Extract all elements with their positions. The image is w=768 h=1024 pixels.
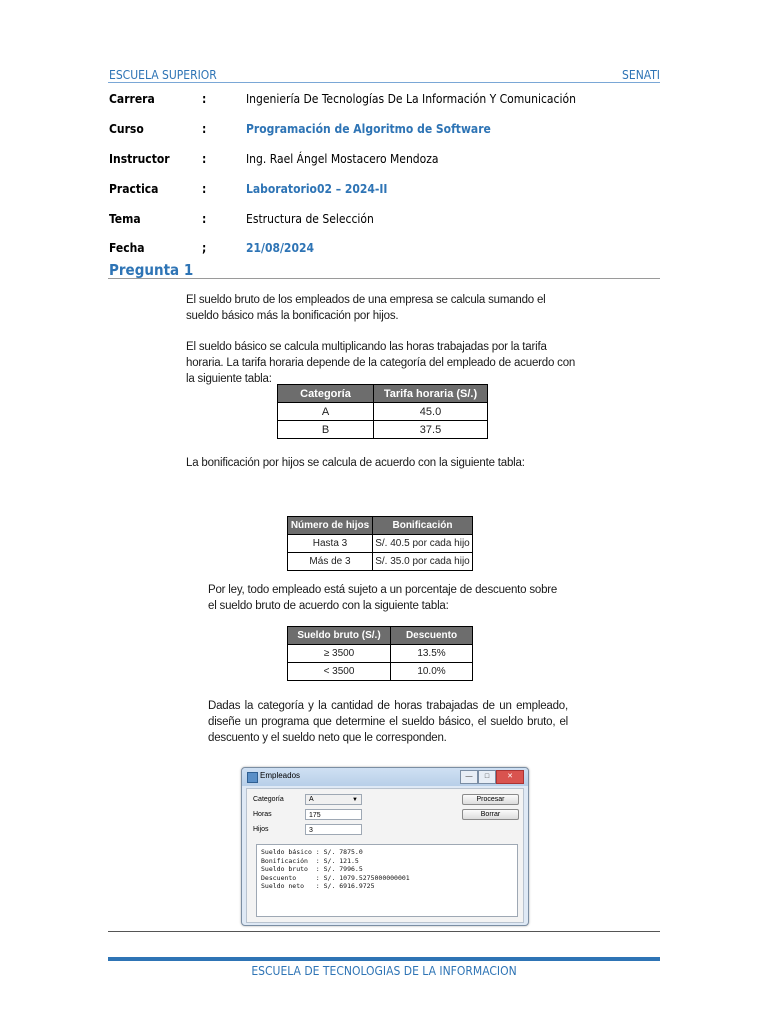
meta-label: Fecha (109, 241, 145, 255)
categoria-value: A (309, 796, 314, 803)
table-row (278, 403, 488, 421)
window-title: Empleados (260, 771, 301, 780)
table-cell: 10.0% (391, 663, 473, 681)
paragraph-instrucciones: Dadas la categoría y la cantidad de horas trabajadas de un empleado, diseñe un programa que determine el sueldo básico, el sueldo bruto, el descuento y el sueldo neto que le corresponden. (208, 700, 568, 744)
table-header: Bonificación (373, 517, 473, 535)
borrar-button[interactable]: Borrar (462, 809, 519, 820)
table-header: Categoría (278, 385, 374, 403)
meta-colon: ; (202, 241, 207, 255)
table-header: Sueldo bruto (S/.) (288, 627, 391, 645)
table-cell: 13.5% (391, 645, 473, 663)
question-title: Pregunta 1 (109, 261, 194, 279)
meta-label: Curso (109, 122, 144, 136)
table-row (278, 421, 488, 439)
paragraph-sueldo-basico: El sueldo básico se calcula multiplicando las horas trabajadas por la tarifa horaria. La tarifa horaria depende de la categoría del empleado de acuerdo con la siguiente tabla: (186, 341, 576, 385)
table-row (288, 663, 473, 681)
meta-colon: : (202, 212, 207, 226)
table-cell: B (278, 421, 374, 439)
table-header: Descuento (391, 627, 473, 645)
categoria-label: Categoría (253, 796, 284, 803)
horas-input[interactable]: 175 (305, 809, 362, 820)
meta-value: 21/08/2024 (246, 241, 314, 255)
window-titlebar[interactable] (242, 768, 528, 786)
table-cell: < 3500 (288, 663, 391, 681)
paragraph-sueldo-bruto: El sueldo bruto de los empleados de una empresa se calcula sumando el sueldo básico más la bonificación por hijos. (186, 294, 546, 322)
meta-value: Programación de Algoritmo de Software (246, 122, 491, 136)
table-header: Número de hijos (288, 517, 373, 535)
meta-colon: : (202, 182, 207, 196)
output-line: Sueldo básico : S/. 7875.0 (261, 848, 363, 856)
meta-label: Tema (109, 212, 141, 226)
footer-bar (108, 957, 660, 961)
maximize-icon[interactable]: □ (478, 770, 496, 784)
horas-label: Horas (253, 811, 272, 818)
output-line: Sueldo bruto : S/. 7996.5 (261, 865, 363, 874)
table-tarifa (277, 384, 488, 439)
paragraph-bonificacion: La bonificación por hijos se calcula de acuerdo con la siguiente tabla: (186, 457, 525, 469)
table-bonificacion (287, 516, 473, 571)
output-line: Descuento : S/. 1079.5275000000001 (261, 873, 410, 882)
meta-label: Carrera (109, 92, 155, 106)
table-cell: 37.5 (374, 421, 488, 439)
table-cell: ≥ 3500 (288, 645, 391, 663)
meta-label: Instructor (109, 152, 170, 166)
table-descuento (287, 626, 473, 681)
meta-label: Practica (109, 182, 159, 196)
header-school: ESCUELA SUPERIOR (109, 68, 217, 82)
meta-value: Ing. Rael Ángel Mostacero Mendoza (246, 152, 439, 166)
table-cell: Hasta 3 (288, 535, 373, 553)
table-row (288, 535, 473, 553)
categoria-select[interactable] (305, 794, 362, 805)
header-institution: SENATI (622, 68, 660, 82)
hijos-label: Hijos (253, 826, 269, 833)
question-divider (108, 278, 660, 279)
table-cell: S/. 40.5 por cada hijo (373, 535, 473, 553)
output-line: Sueldo neto : S/. 6916.9725 (261, 882, 375, 891)
output-textarea[interactable] (256, 844, 518, 917)
table-row (288, 645, 473, 663)
minimize-icon[interactable]: — (460, 770, 478, 784)
procesar-button[interactable]: Procesar (462, 794, 519, 805)
hijos-input[interactable]: 3 (305, 824, 362, 835)
table-cell: Más de 3 (288, 553, 373, 571)
table-row (288, 553, 473, 571)
meta-value: Laboratorio02 – 2024-II (246, 182, 388, 196)
paragraph-descuento: Por ley, todo empleado está sujeto a un porcentaje de descuento sobre el sueldo bruto de acuerdo con la siguiente tabla: (208, 584, 558, 612)
table-cell: 45.0 (374, 403, 488, 421)
bottom-divider (108, 931, 660, 932)
table-header: Tarifa horaria (S/.) (374, 385, 488, 403)
meta-colon: : (202, 122, 207, 136)
header-divider (108, 82, 660, 83)
window-controls (460, 770, 524, 783)
window-body (246, 788, 524, 923)
meta-colon: : (202, 152, 207, 166)
app-window (241, 767, 529, 926)
table-cell: A (278, 403, 374, 421)
output-line: Bonificación : S/. 121.5 (261, 856, 359, 865)
table-cell: S/. 35.0 por cada hijo (373, 553, 473, 571)
app-icon (247, 772, 258, 783)
meta-value: Estructura de Selección (246, 212, 374, 226)
close-icon[interactable]: ✕ (496, 770, 524, 784)
meta-value: Ingeniería De Tecnologías De La Información Y Comunicación (246, 92, 576, 106)
meta-colon: : (202, 92, 207, 106)
footer-text: ESCUELA DE TECNOLOGIAS DE LA INFORMACION (251, 964, 517, 978)
chevron-down-icon: ▼ (352, 797, 358, 803)
